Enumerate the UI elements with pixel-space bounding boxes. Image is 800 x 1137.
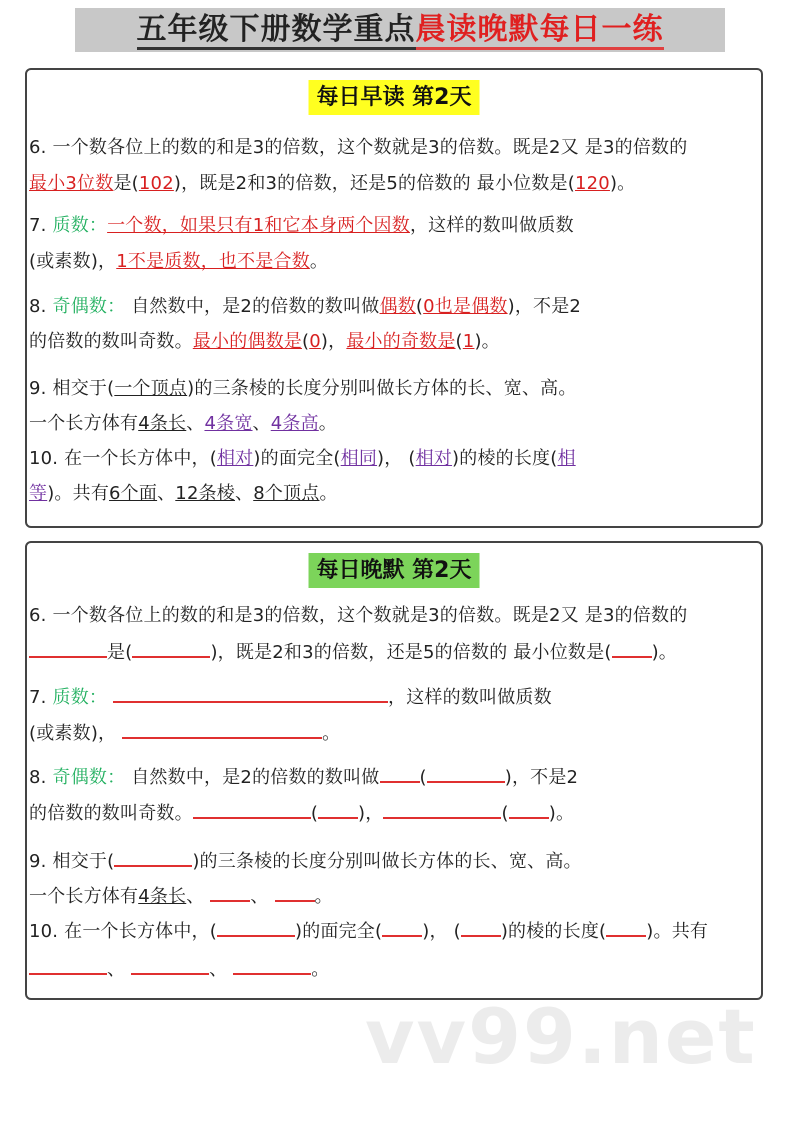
text-segment: (或素数)，	[29, 723, 123, 744]
answer-text: 8个顶点	[253, 483, 320, 504]
text-segment: 自然数中，是2的倍数的数叫做	[125, 296, 380, 317]
text-line	[29, 683, 552, 710]
text-segment: 是(	[113, 173, 139, 194]
morning-reading-section	[25, 68, 763, 528]
text-line	[29, 482, 338, 506]
text-segment: )。	[609, 173, 636, 194]
answer-text: 相同	[340, 448, 378, 469]
text-segment: 一个长方体有	[29, 413, 139, 434]
text-segment: )，	[320, 331, 347, 352]
answer-text: 1不是质数，也不是合数	[116, 251, 310, 272]
fill-in-blank[interactable]	[29, 955, 107, 975]
text-segment: (	[419, 767, 427, 788]
text-segment: 8.	[29, 767, 53, 788]
text-line	[29, 330, 500, 354]
fill-in-blank[interactable]	[29, 638, 107, 658]
text-line	[29, 447, 576, 471]
title-main: 五年级下册数学重点	[137, 12, 416, 50]
text-line	[29, 799, 574, 826]
text-segment: 6. 一个数各位上的数的和是3的倍数，这个数就是3的倍数。既是2又 是3的倍数的	[29, 137, 688, 158]
answer-text: 4条高	[270, 413, 319, 434]
fill-in-blank[interactable]	[217, 917, 295, 937]
fill-in-blank[interactable]	[380, 763, 420, 783]
text-segment: 、	[186, 886, 211, 907]
text-line	[29, 172, 635, 196]
fill-in-blank[interactable]	[427, 763, 505, 783]
text-segment: 。	[311, 959, 330, 980]
text-segment: )。	[548, 803, 575, 824]
text-segment: 的倍数的数叫奇数。	[29, 331, 193, 352]
text-segment: 、	[250, 886, 275, 907]
text-segment: 10. 在一个长方体中，(	[29, 921, 217, 942]
answer-text: 相对	[216, 448, 254, 469]
answer-text: 4条长	[138, 886, 187, 907]
term-label: 奇偶数：	[52, 296, 126, 317]
text-segment: 、	[107, 959, 132, 980]
text-segment: (	[302, 331, 310, 352]
text-line	[29, 412, 337, 436]
evening-dictation-section	[25, 541, 763, 1000]
fill-in-blank[interactable]	[461, 917, 501, 937]
text-segment: 自然数中，是2的倍数的数叫做	[125, 767, 380, 788]
fill-in-blank[interactable]	[275, 882, 315, 902]
text-segment: )的面完全(	[294, 921, 383, 942]
text-segment: )的三条棱的长度分别叫做长方体的长、宽、高。	[187, 378, 577, 399]
text-segment: )，不是2	[504, 767, 579, 788]
text-line	[29, 882, 333, 909]
text-segment: 一个长方体有	[29, 886, 139, 907]
text-segment: 8.	[29, 296, 53, 317]
text-segment: (	[415, 296, 424, 317]
text-segment: (	[501, 803, 509, 824]
fill-in-blank[interactable]	[114, 847, 192, 867]
text-segment: 的倍数的数叫奇数。	[29, 803, 193, 824]
title-highlight: 晨读晚默每日一练	[416, 12, 664, 50]
text-segment: (或素数)，	[29, 251, 117, 272]
answer-text: 120	[574, 173, 610, 194]
text-line	[29, 295, 581, 319]
term-label: 质数：	[52, 687, 108, 708]
text-line	[29, 719, 340, 746]
text-segment: 、	[157, 483, 176, 504]
fill-in-blank[interactable]	[509, 799, 549, 819]
answer-text: 最小3位数	[29, 173, 114, 194]
text-segment: )的三条棱的长度分别叫做长方体的长、宽、高。	[192, 851, 582, 872]
answer-text: 102	[138, 173, 174, 194]
text-segment: )，既是2和3的倍数，还是5的倍数的 最小位数是(	[210, 642, 612, 663]
text-segment: )， (	[422, 921, 461, 942]
fill-in-blank[interactable]	[606, 917, 646, 937]
text-segment: 、	[186, 413, 205, 434]
answer-text: 最小的奇数是	[346, 331, 456, 352]
answer-text: 一个数，如果只有1和它本身两个因数	[107, 215, 410, 236]
text-segment: 、	[252, 413, 271, 434]
term-label: 质数：	[52, 215, 108, 236]
fill-in-blank[interactable]	[383, 799, 501, 819]
text-segment: 6. 一个数各位上的数的和是3的倍数，这个数就是3的倍数。既是2又 是3的倍数的	[29, 605, 688, 626]
text-line	[29, 955, 329, 982]
answer-text: 等	[29, 483, 48, 504]
fill-in-blank[interactable]	[113, 683, 388, 703]
text-segment: )。共有	[47, 483, 110, 504]
text-segment: 。	[314, 886, 333, 907]
text-segment: 是(	[107, 642, 133, 663]
text-segment: )。	[474, 331, 500, 352]
text-segment: 。	[309, 251, 329, 272]
answer-text: 最小的偶数是	[192, 331, 303, 352]
text-segment: 10. 在一个长方体中，(	[29, 448, 217, 469]
text-line	[29, 604, 687, 628]
text-segment: (	[455, 331, 463, 352]
answer-text: 12条棱	[175, 483, 236, 504]
answer-text: 4条长	[138, 413, 187, 434]
text-segment: )， (	[377, 448, 416, 469]
text-segment: 9. 相交于(	[29, 378, 115, 399]
answer-text: 一个顶点	[114, 378, 188, 399]
fill-in-blank[interactable]	[382, 917, 422, 937]
answer-text: 6个面	[109, 483, 158, 504]
text-segment: 9. 相交于(	[29, 851, 115, 872]
text-line	[29, 763, 578, 790]
fill-in-blank[interactable]	[131, 955, 209, 975]
text-segment: )的面完全(	[253, 448, 341, 469]
text-segment: )的棱的长度(	[452, 448, 558, 469]
text-segment: 。	[318, 413, 337, 434]
text-line	[29, 638, 677, 665]
text-segment: 、	[235, 483, 254, 504]
answer-text: 偶数	[379, 296, 416, 317]
text-line	[29, 917, 708, 944]
text-segment: ，这样的数叫做质数	[409, 215, 574, 236]
text-segment: )，既是2和3的倍数，还是5的倍数的 最小位数是(	[173, 173, 575, 194]
text-line	[29, 250, 328, 274]
text-line	[29, 136, 687, 160]
text-segment: (	[310, 803, 319, 824]
fill-in-blank[interactable]	[233, 955, 311, 975]
text-line	[29, 214, 574, 238]
answer-text: 4条宽	[204, 413, 253, 434]
text-segment: 。	[322, 723, 341, 744]
text-segment: )。共有	[646, 921, 709, 942]
answer-text: 0	[309, 331, 321, 352]
fill-in-blank[interactable]	[210, 882, 250, 902]
page-title	[75, 8, 725, 52]
section-heading: 每日早读 第2天	[309, 80, 480, 115]
fill-in-blank[interactable]	[612, 638, 652, 658]
text-segment: 。	[319, 483, 338, 504]
text-segment: )，	[358, 803, 384, 824]
text-segment: 、	[209, 959, 234, 980]
answer-text: 相对	[415, 448, 453, 469]
watermark: vv99.net	[365, 992, 757, 1081]
fill-in-blank[interactable]	[193, 799, 311, 819]
text-segment: ，这样的数叫做质数	[388, 687, 552, 708]
answer-text: 1	[462, 331, 475, 352]
fill-in-blank[interactable]	[122, 719, 322, 739]
text-line	[29, 377, 577, 401]
text-line	[29, 847, 582, 874]
text-segment: )，不是2	[507, 296, 582, 317]
text-segment: 7.	[29, 215, 53, 236]
fill-in-blank[interactable]	[318, 799, 358, 819]
fill-in-blank[interactable]	[132, 638, 210, 658]
section-heading: 每日晚默 第2天	[309, 553, 480, 588]
term-label: 奇偶数：	[52, 767, 126, 788]
answer-text: 相	[557, 448, 576, 469]
answer-text: 0也是偶数	[423, 296, 508, 317]
text-segment: )的棱的长度(	[500, 921, 607, 942]
text-segment: 7.	[29, 687, 53, 708]
text-segment: )。	[651, 642, 677, 663]
